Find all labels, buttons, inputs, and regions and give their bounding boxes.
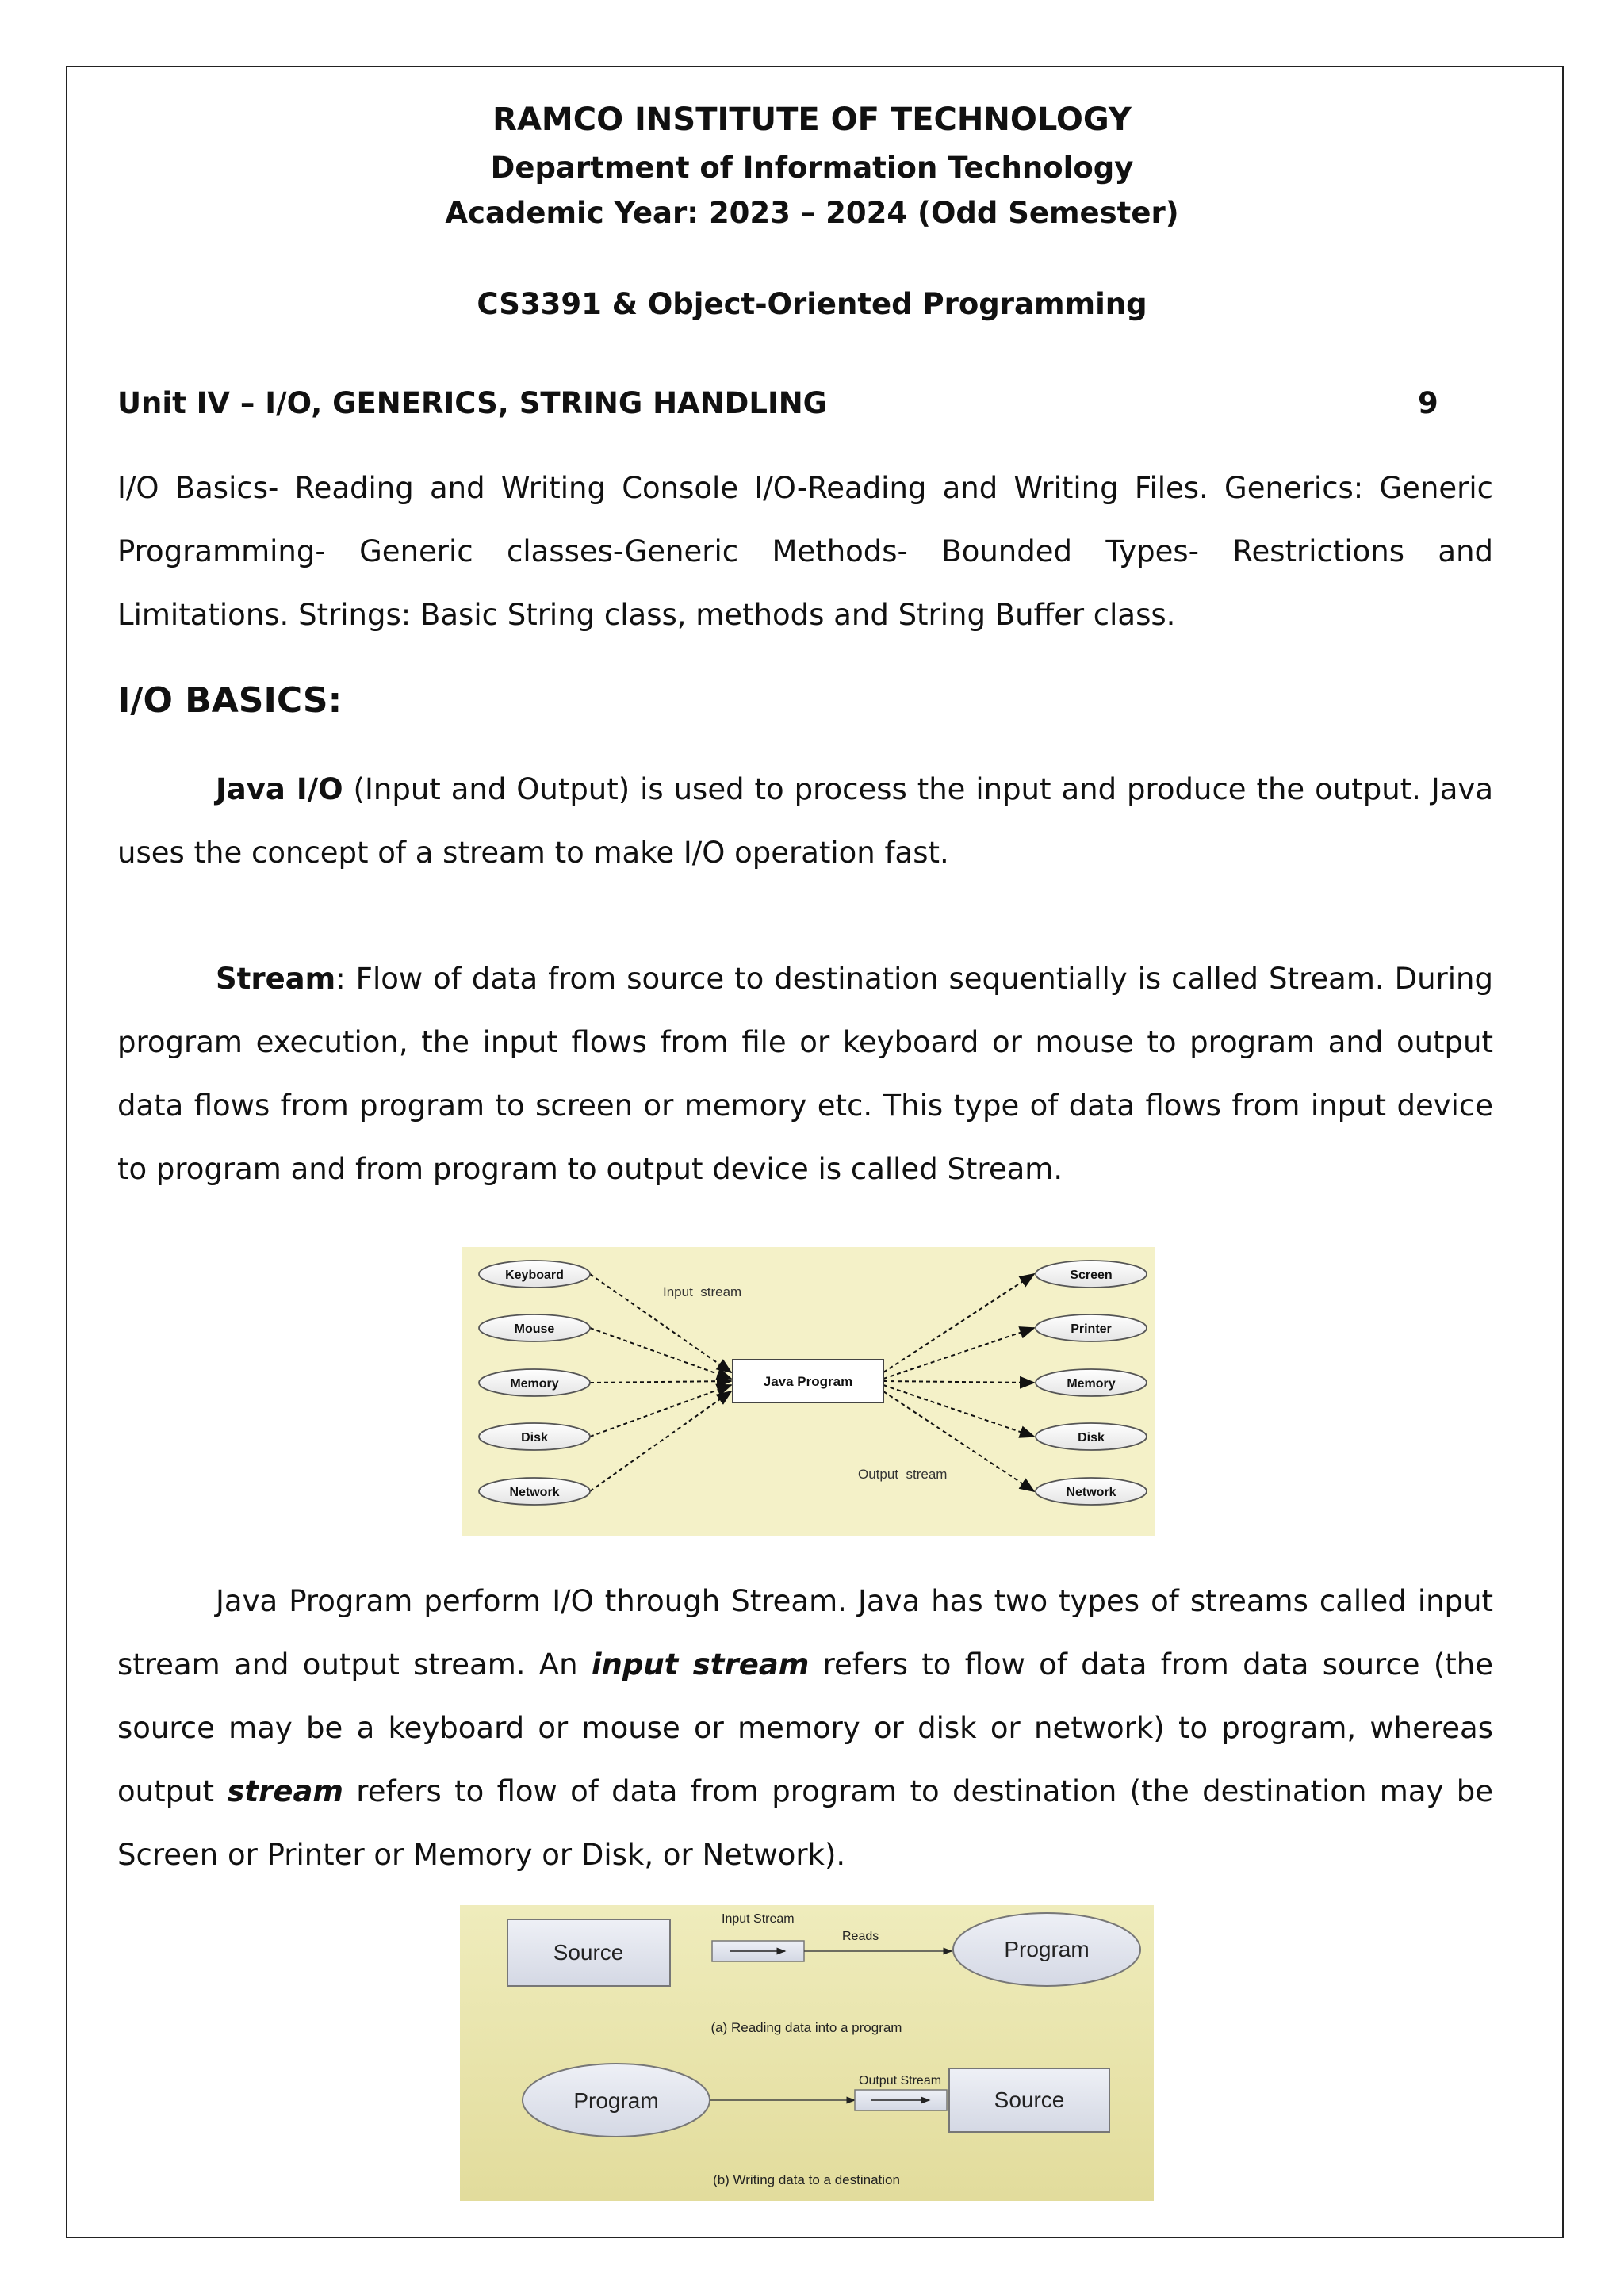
input-stream-emphasis: input stream bbox=[591, 1647, 810, 1682]
types-text-2: refers to flow of data from data source (the source may be a keyboard or mouse or memory or disk or network) to program, whereas output bbox=[117, 1647, 1493, 1808]
syllabus-paragraph: I/O Basics- Reading and Writing Console I/O-Reading and Writing Files. Generics: Generic Programming- Generic classes-Generic Methods- Bounded Types- Restrictions and Limitations. Strings: Basic String class, methods and String Buffer class. bbox=[117, 471, 1493, 632]
stream-diagram bbox=[462, 1247, 1155, 1536]
course-title: CS3391 & Object-Oriented Programming bbox=[477, 287, 1147, 321]
output-memory-label: Memory bbox=[1067, 1377, 1116, 1391]
read-write-diagram bbox=[460, 1905, 1154, 2201]
reads-caption: Reads bbox=[842, 1930, 879, 1943]
caption-a: (a) Reading data into a program bbox=[710, 2020, 902, 2035]
stream-text: : Flow of data from source to destination sequentially is called Stream. During program execution, the input flows from file or keyboard or mouse to program and output data flows from program to screen or memory etc. This type of data flows from input device to program and from program to output device is called Stream. bbox=[117, 962, 1493, 1186]
output-printer-label: Printer bbox=[1071, 1322, 1112, 1336]
stream-paragraph bbox=[117, 947, 1493, 1201]
academic-year: Academic Year: 2023 – 2024 (Odd Semester) bbox=[445, 196, 1179, 230]
input-network-label: Network bbox=[509, 1486, 560, 1499]
input-mouse-label: Mouse bbox=[514, 1322, 555, 1336]
stream-term: Stream bbox=[216, 962, 336, 996]
java-program-label: Java Program bbox=[763, 1374, 853, 1389]
output-network-label: Network bbox=[1066, 1486, 1116, 1499]
types-text-3: refers to flow of data from program to destination (the destination may be Screen or Printer or Memory or Disk, or Network). bbox=[117, 1774, 1493, 1872]
java-io-term: Java I/O bbox=[216, 772, 343, 806]
output-screen-label: Screen bbox=[1070, 1269, 1113, 1282]
types-text-1: Java Program perform I/O through Stream. Java has two types of streams called input stream and output stream. An bbox=[117, 1584, 1493, 1682]
input-disk-label: Disk bbox=[521, 1431, 548, 1445]
caption-b: (b) Writing data to a destination bbox=[713, 2172, 900, 2187]
source-label-a: Source bbox=[553, 1940, 624, 1965]
input-stream-caption: Input Stream bbox=[722, 1912, 795, 1926]
department-title: Department of Information Technology bbox=[490, 151, 1134, 185]
program-label-b: Program bbox=[573, 2088, 659, 2113]
section-title: I/O BASICS: bbox=[117, 680, 343, 721]
institute-title: RAMCO INSTITUTE OF TECHNOLOGY bbox=[492, 101, 1132, 138]
java-io-paragraph bbox=[117, 758, 1493, 885]
output-stream-caption: Output Stream bbox=[859, 2074, 942, 2087]
input-stream-label: Input stream bbox=[663, 1284, 742, 1299]
java-io-text: (Input and Output) is used to process the input and produce the output. Java uses the concept of a stream to make I/O operation fast. bbox=[117, 772, 1494, 870]
unit-title: Unit IV – I/O, GENERICS, STRING HANDLING bbox=[117, 386, 828, 420]
output-stream-label: Output stream bbox=[858, 1467, 948, 1482]
input-memory-label: Memory bbox=[510, 1377, 559, 1391]
output-disk-label: Disk bbox=[1078, 1431, 1105, 1445]
input-keyboard-label: Keyboard bbox=[505, 1269, 564, 1282]
program-label-a: Program bbox=[1004, 1937, 1090, 1961]
unit-hours: 9 bbox=[1418, 386, 1438, 420]
stream-types-paragraph bbox=[117, 1570, 1493, 1887]
stream-emphasis: stream bbox=[227, 1774, 343, 1808]
destination-label-b: Source bbox=[994, 2087, 1065, 2112]
